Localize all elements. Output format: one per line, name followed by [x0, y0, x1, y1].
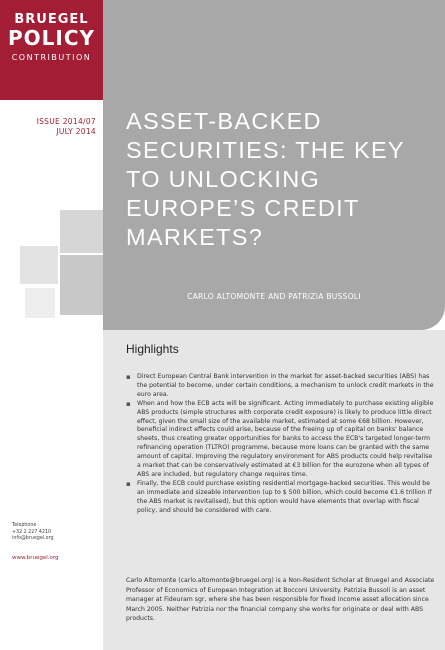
logo-policy-text: POLICY [7, 26, 95, 50]
highlights-heading: Highlights [126, 342, 179, 356]
decor-square [20, 246, 58, 284]
authors: CARLO ALTOMONTE AND PATRIZIA BUSSOLI [187, 292, 361, 301]
highlight-item: ▪ Direct European Central Bank intervention in the market for asset-backed securities (ABS) has the potential to become, under certain conditions, a mechanism to unlock credit markets in the euro area. [126, 373, 436, 400]
author-bio: Carlo Altomonte (carlo.altomonte@bruegel.org) is a Non-Resident Scholar at Bruegel and Associate Professor of Economics of European Integration at Bocconi University. Patrizia Bussoli is an asset manager at Fideuram sgr, where she has been responsible for fixed income asset allocation since March 2005. Neither Patrizia nor the financial company she works for originate or deal with ABS products. [126, 577, 435, 622]
decor-square [25, 288, 55, 318]
contact-email[interactable]: info@bruegel.org [12, 536, 54, 542]
logo-contribution-text: CONTRIBUTION [11, 53, 92, 62]
contact-info [12, 523, 54, 543]
contact-label: Telephone [12, 523, 37, 528]
issue-date: JULY 2014 [56, 127, 96, 136]
highlight-item: ▪ Finally, the ECB could purchase existing residential mortgage-backed securities. This would be an immediate and sizeable intervention (up to $ 500 billion, which could become €1.6 trillion if the ABS market is revitalised), but this option would have elements that overlap with fiscal policy, and should be considered with care. [126, 480, 436, 516]
highlights-list [126, 373, 436, 516]
contact-phone: +32 2 227 4210 [12, 529, 52, 535]
logo-bruegel-text: BRUEGEL [14, 12, 89, 27]
highlight-item: ▪ When and how the ECB acts will be significant. Acting immediately to purchase existing eligible ABS products (simple structures with corporate credit exposure) is likely to produce little direct effect, given the small size of the available market, estimated at some €68 billion. However, beneficial indirect effects could arise, because of the freeing up of capital on banks' balance sheets, thus creating greater opportunities for banks to access the ECB's targeted longer-term refinancing operation (TLTRO) programme, because more loans can be granted with the same amount of capital. Improving the regulatory environment for ABS products could help revitalise a market that can be conservatively estimated at €3 billion for the eurozone when all types of ABS are included, but regulatory change requires time. [126, 400, 436, 480]
decor-square [60, 255, 103, 315]
document-title: ASSET-BACKED SECURITIES: THE KEY TO UNLOCKING EUROPE’S CREDIT MARKETS? [126, 108, 405, 250]
issue-info [0, 117, 96, 137]
website-link[interactable]: www.bruegel.org [12, 555, 59, 561]
decor-square [60, 210, 103, 253]
issue-number: ISSUE 2014/07 [36, 117, 96, 126]
bruegel-logo [0, 0, 103, 100]
